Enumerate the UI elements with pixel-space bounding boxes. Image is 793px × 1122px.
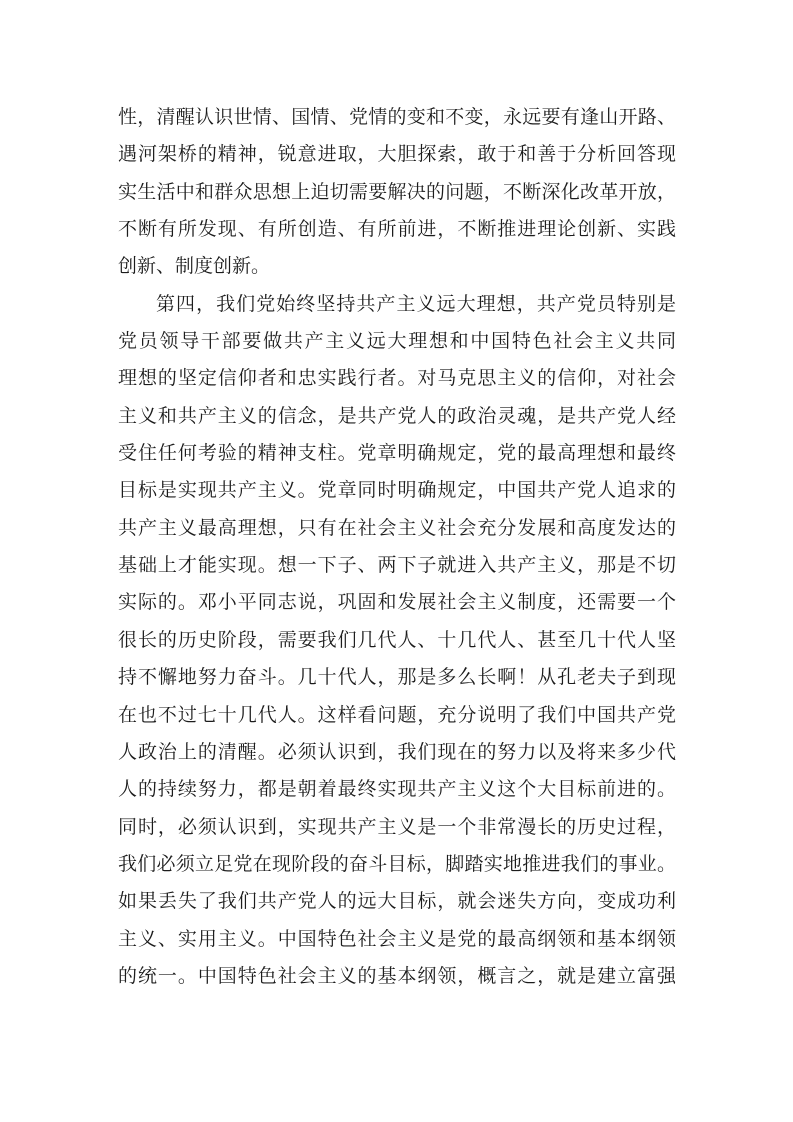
text-line: 性，清醒认识世情、国情、党情的变和不变，永远要有逢山开路、: [118, 107, 676, 128]
text-line: 创新、制度创新。: [118, 256, 271, 278]
text-line: 主义和共产主义的信念，是共产党人的政治灵魂，是共产党人经: [118, 405, 676, 427]
text-line: 目标是实现共产主义。党章同时明确规定，中国共产党人追求的: [118, 480, 676, 502]
text-line: 实际的。邓小平同志说，巩固和发展社会主义制度，还需要一个: [118, 592, 676, 614]
text-line: 受住任何考验的精神支柱。党章明确规定，党的最高理想和最终: [118, 443, 676, 465]
text-line: 党员领导干部要做共产主义远大理想和中国特色社会主义共同: [118, 331, 676, 353]
text-line: 人政治上的清醒。必须认识到，我们现在的努力以及将来多少代: [118, 741, 676, 763]
text-line: 人的持续努力，都是朝着最终实现共产主义这个大目标前进的。: [118, 779, 676, 801]
text-line: 实生活中和群众思想上迫切需要解决的问题，不断深化改革开放，: [118, 181, 676, 203]
text-line: 主义、实用主义。中国特色社会主义是党的最高纲领和基本纲领: [118, 928, 676, 950]
text-line: 遇河架桥的精神，锐意进取，大胆探索，敢于和善于分析回答现: [118, 144, 676, 166]
text-line: 不断有所发现、有所创造、有所前进，不断推进理论创新、实践: [118, 219, 676, 241]
text-line: 持不懈地努力奋斗。几十代人，那是多么长啊！从孔老夫子到现: [118, 667, 676, 689]
document-text-block: [118, 99, 676, 995]
text-line: 共产主义最高理想，只有在社会主义社会充分发展和高度发达的: [118, 517, 676, 539]
text-line: 理想的坚定信仰者和忠实践行者。对马克思主义的信仰，对社会: [118, 368, 676, 390]
text-line: 基础上才能实现。想一下子、两下子就进入共产主义，那是不切: [118, 555, 676, 577]
text-line: 很长的历史阶段，需要我们几代人、十几代人、甚至几十代人坚: [118, 629, 676, 651]
paragraph: [118, 99, 676, 286]
text-line: 同时，必须认识到，实现共产主义是一个非常漫长的历史过程，: [118, 816, 676, 838]
text-line: 在也不过七十几代人。这样看问题，充分说明了我们中国共产党: [118, 704, 676, 726]
paragraph: [118, 286, 676, 996]
text-line: 第四，我们党始终坚持共产主义远大理想，共产党员特别是: [156, 293, 676, 315]
text-line: 我们必须立足党在现阶段的奋斗目标，脚踏实地推进我们的事业。: [118, 853, 676, 875]
text-line: 的统一。中国特色社会主义的基本纲领，概言之，就是建立富强: [118, 965, 676, 987]
text-line: 如果丢失了我们共产党人的远大目标，就会迷失方向，变成功利: [118, 891, 676, 913]
